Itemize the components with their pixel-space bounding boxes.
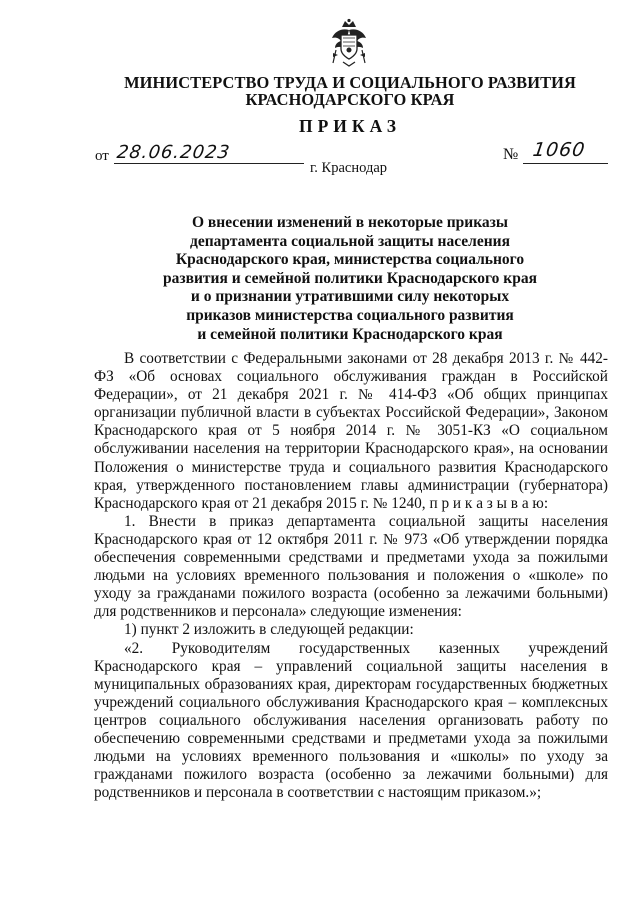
- title-line: департамента социальной защиты населения: [190, 232, 510, 250]
- date-prefix: от: [95, 148, 109, 164]
- document-type: ПРИКАЗ: [298, 116, 402, 136]
- number-value: 1060: [531, 139, 587, 161]
- date-value: 28.06.2023: [115, 142, 232, 163]
- document-title: [60, 214, 640, 344]
- number-prefix: №: [503, 146, 519, 163]
- body-paragraph: 1) пункт 2 изложить в следующей редакции:: [124, 621, 414, 639]
- ministry-line-2: КРАСНОДАРСКОГО КРАЯ: [245, 90, 455, 109]
- title-line: развития и семейной политики Краснодарского края: [163, 269, 537, 287]
- city: г. Краснодар: [310, 160, 388, 176]
- body-paragraph: В соответствии с Федеральными законами от 28 декабря 2013 г. № 442-ФЗ «Об основах социального обслуживания граждан в Российской Федерации», от 21 декабря 2021 г. № 414-ФЗ «Об общих принципах организации публичной власти в субъектах Российской Федерации», Законом Краснодарского края от 5 ноября 2014 г. № 3051-КЗ «О социальном обслуживании населения на территории Краснодарского края», на основании Положения о министерстве труда и социального развития Краснодарского края, утвержденного постановлением главы администрации (губернатора) Краснодарского края от 21 декабря 2015 г. № 1240, п р и к а з ы в а ю:: [94, 350, 608, 512]
- document-body: [94, 350, 608, 802]
- title-line: приказов министерства социального развития: [186, 306, 514, 324]
- title-line: и о признании утратившими силу некоторых: [190, 288, 510, 306]
- number-underline: [523, 163, 608, 164]
- coat-of-arms-icon: [330, 18, 368, 68]
- ministry-name: [60, 74, 640, 108]
- ministry-line-1: МИНИСТЕРСТВО ТРУДА И СОЦИАЛЬНОГО РАЗВИТИЯ: [124, 73, 576, 92]
- body-paragraph: 1. Внести в приказ департамента социальной защиты населения Краснодарского края от 12 октября 2011 г. № 973 «Об утверждении порядка обеспечения современными средствами и предметами ухода за пожилыми людьми на условиях временного пользования и положения о «школе» по уходу за гражданами пожилого возраста (особенно за лежачими больными) для родственников и персонала» следующие изменения:: [94, 512, 608, 621]
- body-paragraph: «2. Руководителям государственных казенных учреждений Краснодарского края – управлений социальной защиты населения в муниципальных образованиях края, директорам государственных бюджетных учреждений социального обслуживания Краснодарского края – комплексных центров социального обслуживания населения организовать работу по обеспечению современными средствами и предметами ухода за пожилыми людьми на условиях временного пользования и «школы» по уходу за гражданами пожилого возраста (особенно за лежачими больными) для родственников и персонала в соответствии с настоящим приказом.»;: [94, 639, 608, 802]
- title-line: и семейной политики Краснодарского края: [197, 325, 503, 343]
- title-line: О внесении изменений в некоторые приказы: [192, 214, 508, 231]
- date-underline: [114, 163, 304, 164]
- title-line: Краснодарского края, министерства социального: [175, 251, 525, 269]
